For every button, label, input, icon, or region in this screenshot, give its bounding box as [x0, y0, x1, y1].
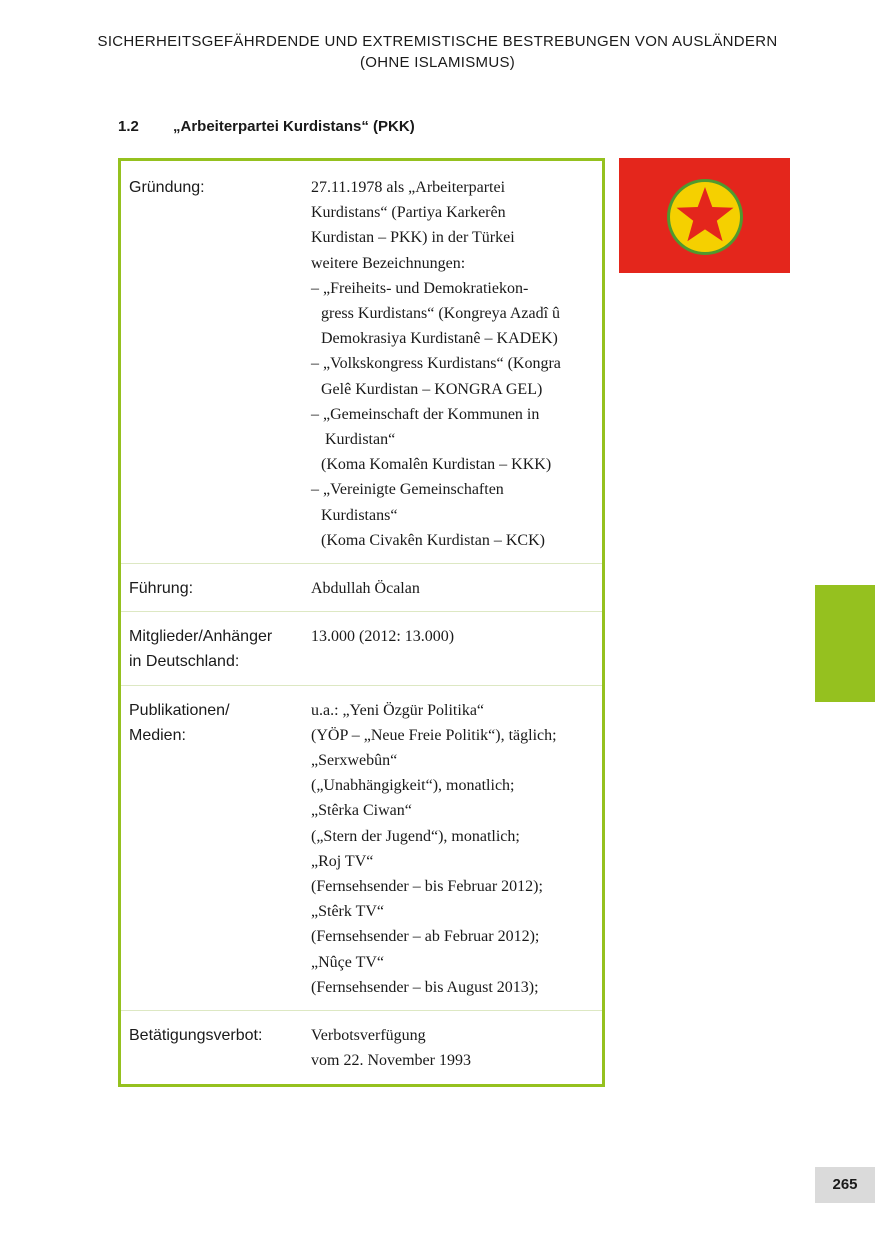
publications-line: „Roj TV“ — [311, 852, 374, 870]
publications-line: (YÖP – „Neue Freie Politik“), täglich; — [311, 726, 557, 744]
profile-row-founding — [121, 161, 602, 563]
founding-line: Gelê Kurdistan – KONGRA GEL) — [321, 380, 543, 398]
founding-line: Kurdistans“ (Partiya Karkerên — [311, 204, 506, 222]
publications-line: (Fernsehsender – bis August 2013); — [311, 978, 539, 996]
founding-line: (Koma Komalên Kurdistan – KKK) — [321, 456, 552, 474]
running-header-line-2: (OHNE ISLAMISMUS) — [359, 54, 516, 71]
members-label — [129, 624, 311, 674]
founding-line: – „Gemeinschaft der Kommunen in — [311, 405, 540, 423]
founding-line: Kurdistans“ — [321, 506, 398, 524]
founding-line: weitere Bezeichnungen: — [311, 254, 466, 272]
founding-line: – „Volkskongress Kurdistans“ (Kongra — [311, 355, 561, 373]
members-label-line-2: in Deutschland: — [129, 653, 240, 671]
running-header — [0, 31, 875, 73]
ban-label-text: Betätigungsverbot: — [129, 1027, 263, 1045]
members-value — [311, 624, 594, 674]
members-value-text: 13.000 (2012: 13.000) — [311, 628, 455, 646]
publications-line: „Nûçe TV“ — [311, 953, 384, 971]
ban-line: vom 22. November 1993 — [311, 1052, 471, 1070]
chapter-thumb-tab — [815, 585, 875, 702]
publications-label-line-2: Medien: — [129, 726, 186, 744]
publications-value — [311, 698, 594, 1000]
publications-line: (Fernsehsender – bis Februar 2012); — [311, 878, 543, 896]
leadership-value — [311, 576, 594, 601]
founding-line: gress Kurdistans“ (Kongreya Azadî û — [321, 305, 561, 323]
profile-row-ban — [121, 1010, 602, 1083]
publications-line: „Stêrka Ciwan“ — [311, 802, 412, 820]
publications-line: „Stêrk TV“ — [311, 903, 385, 921]
publications-line: („Unabhängigkeit“), monatlich; — [311, 777, 515, 795]
leadership-value-text: Abdullah Öcalan — [311, 580, 420, 598]
ban-line: Verbotsverfügung — [311, 1027, 426, 1045]
publications-label — [129, 698, 311, 1000]
founding-value — [311, 175, 594, 553]
founding-label-text: Gründung: — [129, 179, 205, 196]
publications-line: u.a.: „Yeni Özgür Politika“ — [311, 701, 485, 719]
organization-profile-table — [118, 158, 605, 1087]
founding-line: Kurdistan“ — [325, 431, 396, 449]
running-header-line-1: SICHERHEITSGEFÄHRDENDE UND EXTREMISTISCHE BESTREBUNGEN VON AUSLÄNDERN — [97, 33, 778, 50]
founding-line: Demokrasiya Kurdistanê – KADEK) — [321, 330, 558, 348]
founding-line: (Koma Civakên Kurdistan – KCK) — [321, 531, 545, 549]
founding-label — [129, 175, 311, 553]
ban-value — [311, 1023, 594, 1073]
section-heading — [118, 117, 415, 137]
section-title: „Arbeiterpartei Kurdistans“ (PKK) — [173, 118, 415, 135]
founding-line: 27.11.1978 als „Arbeiterpartei — [311, 179, 506, 196]
section-number: 1.2 — [118, 118, 139, 135]
founding-line: Kurdistan – PKK) in der Türkei — [311, 229, 515, 247]
publications-line: (Fernsehsender – ab Februar 2012); — [311, 928, 540, 946]
ban-label — [129, 1023, 311, 1073]
publications-line: („Stern der Jugend“), monatlich; — [311, 827, 520, 845]
pkk-flag-icon — [619, 158, 790, 273]
publications-line: „Serxwebûn“ — [311, 752, 398, 770]
profile-row-members — [121, 611, 602, 684]
profile-row-leadership — [121, 563, 602, 611]
leadership-label — [129, 576, 311, 601]
founding-line: – „Vereinigte Gemeinschaften — [311, 481, 504, 499]
page-number: 265 — [815, 1167, 875, 1203]
founding-line: – „Freiheits- und Demokratiekon- — [311, 279, 529, 297]
profile-row-publications — [121, 685, 602, 1010]
members-label-line-1: Mitglieder/Anhänger — [129, 628, 273, 646]
leadership-label-text: Führung: — [129, 580, 194, 598]
flag-graphic — [619, 158, 790, 273]
publications-label-line-1: Publikationen/ — [129, 701, 230, 719]
